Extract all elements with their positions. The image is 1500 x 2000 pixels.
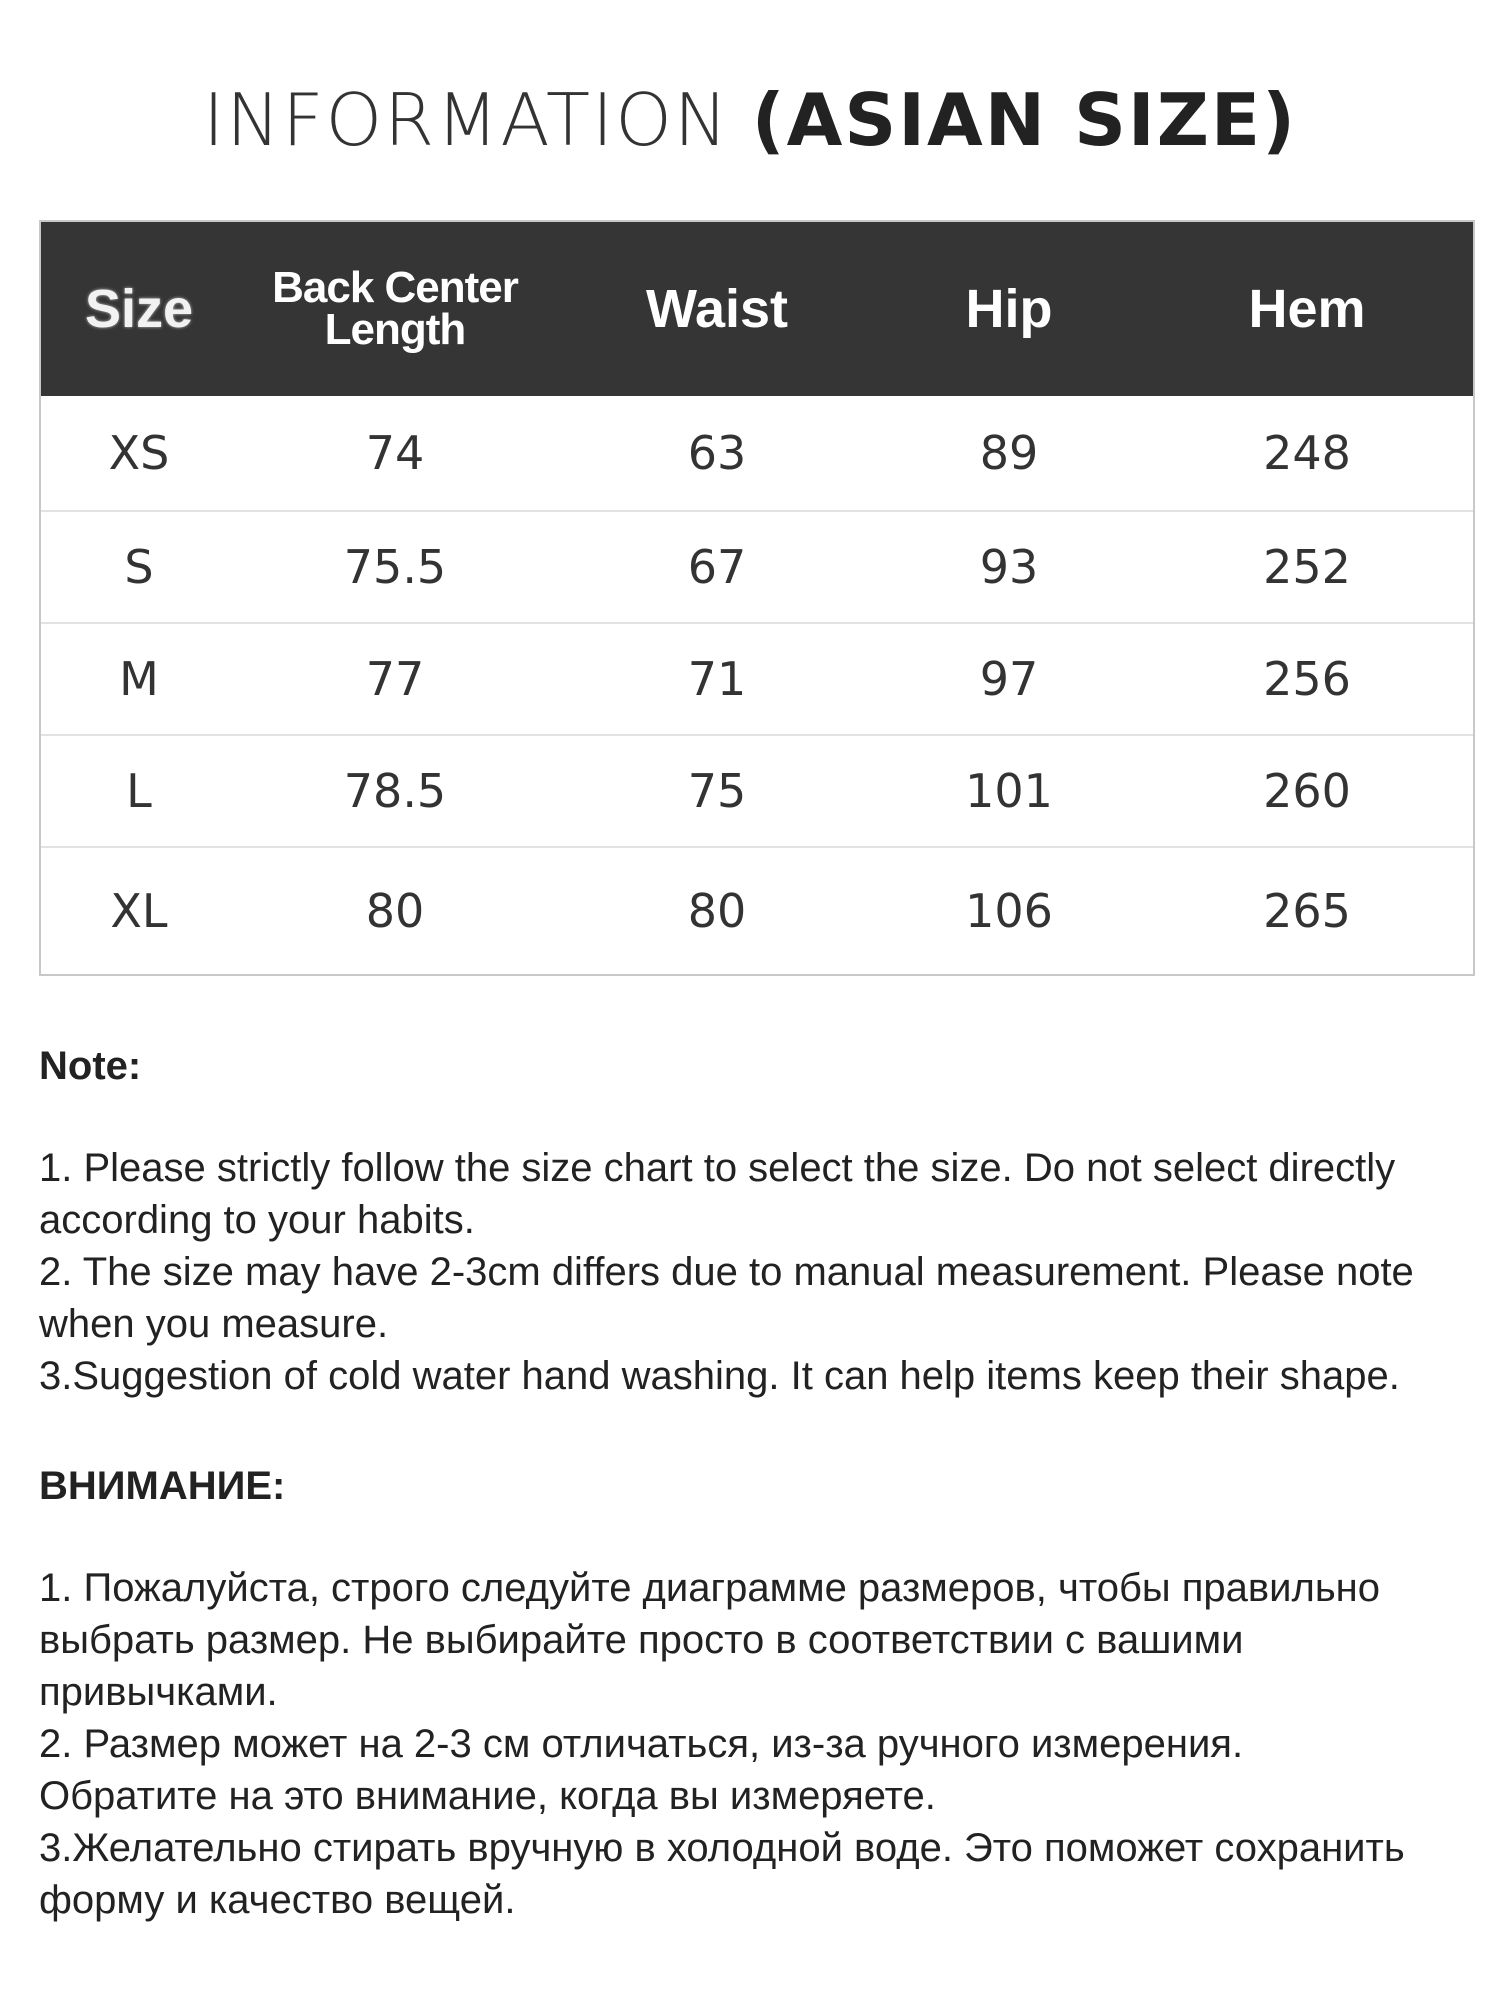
cell-size: S [124, 540, 154, 594]
table-row [41, 736, 1473, 848]
notes-english [39, 1040, 1469, 1402]
cell-back-center-length: 75.5 [343, 540, 447, 594]
note-line-ru: выбрать размер. Не выбирайте просто в соответствии с вашими [39, 1618, 1244, 1662]
header-hem: Hem [1248, 279, 1366, 339]
cell-waist: 67 [687, 540, 747, 594]
cell-waist: 75 [687, 764, 747, 818]
table-row [41, 624, 1473, 736]
note-line: 2. The size may have 2-3cm differs due to manual measurement. Please note [39, 1250, 1414, 1294]
cell-hem: 260 [1263, 764, 1351, 818]
note-line: 1. Please strictly follow the size chart to select the size. Do not select directly [39, 1146, 1396, 1190]
cell-hem: 256 [1263, 652, 1351, 706]
note-line-ru: 3.Желательно стирать вручную в холодной воде. Это поможет сохранить [39, 1826, 1405, 1870]
note-line-ru: форму и качество вещей. [39, 1878, 516, 1922]
note-line-ru: 1. Пожалуйста, строго следуйте диаграмме размеров, чтобы правильно [39, 1566, 1381, 1610]
note-line-ru: привычками. [39, 1670, 278, 1714]
cell-waist: 71 [687, 652, 747, 706]
cell-hip: 101 [965, 764, 1053, 818]
note-line: 3.Suggestion of cold water hand washing. It can help items keep their shape. [39, 1354, 1400, 1398]
note-line-ru: 2. Размер может на 2-3 см отличаться, из-за ручного измерения. [39, 1722, 1244, 1766]
title-main: INFORMATION [202, 78, 730, 162]
cell-back-center-length: 74 [365, 426, 425, 480]
cell-hip: 93 [979, 540, 1039, 594]
header-back-center-line1: Back Center [272, 263, 518, 312]
cell-size: XL [110, 884, 168, 938]
header-hip: Hip [965, 279, 1053, 339]
cell-hip: 106 [965, 884, 1053, 938]
size-chart-table [39, 220, 1475, 976]
cell-size: M [119, 652, 159, 706]
note-heading-ru: ВНИМАНИЕ: [39, 1464, 286, 1508]
cell-back-center-length: 80 [365, 884, 425, 938]
cell-waist: 80 [687, 884, 747, 938]
note-list [39, 1142, 1469, 1402]
cell-size: XS [108, 426, 170, 480]
notes-russian [39, 1460, 1469, 1926]
cell-back-center-length: 78.5 [343, 764, 447, 818]
note-line-ru: Обратите на это внимание, когда вы измеряете. [39, 1774, 936, 1818]
header-waist: Waist [645, 279, 788, 339]
table-header [41, 222, 1473, 396]
header-back-center-line2: Length [324, 305, 466, 354]
note-line: when you measure. [39, 1302, 389, 1346]
table-row [41, 848, 1473, 974]
header-back-center-length [237, 222, 553, 396]
note-list-ru [39, 1562, 1469, 1926]
header-size: Size [84, 279, 194, 339]
table-row [41, 396, 1473, 512]
note-heading: Note: [39, 1044, 142, 1088]
cell-hem: 248 [1263, 426, 1351, 480]
cell-back-center-length: 77 [365, 652, 425, 706]
table-row [41, 512, 1473, 624]
cell-hem: 265 [1263, 884, 1351, 938]
title-size-region: (ASIAN SIZE) [751, 78, 1298, 162]
cell-size: L [126, 764, 152, 818]
cell-hip: 97 [979, 652, 1039, 706]
page-title [0, 78, 1500, 163]
cell-hip: 89 [979, 426, 1039, 480]
cell-hem: 252 [1263, 540, 1351, 594]
cell-waist: 63 [687, 426, 747, 480]
note-line: according to your habits. [39, 1198, 475, 1242]
